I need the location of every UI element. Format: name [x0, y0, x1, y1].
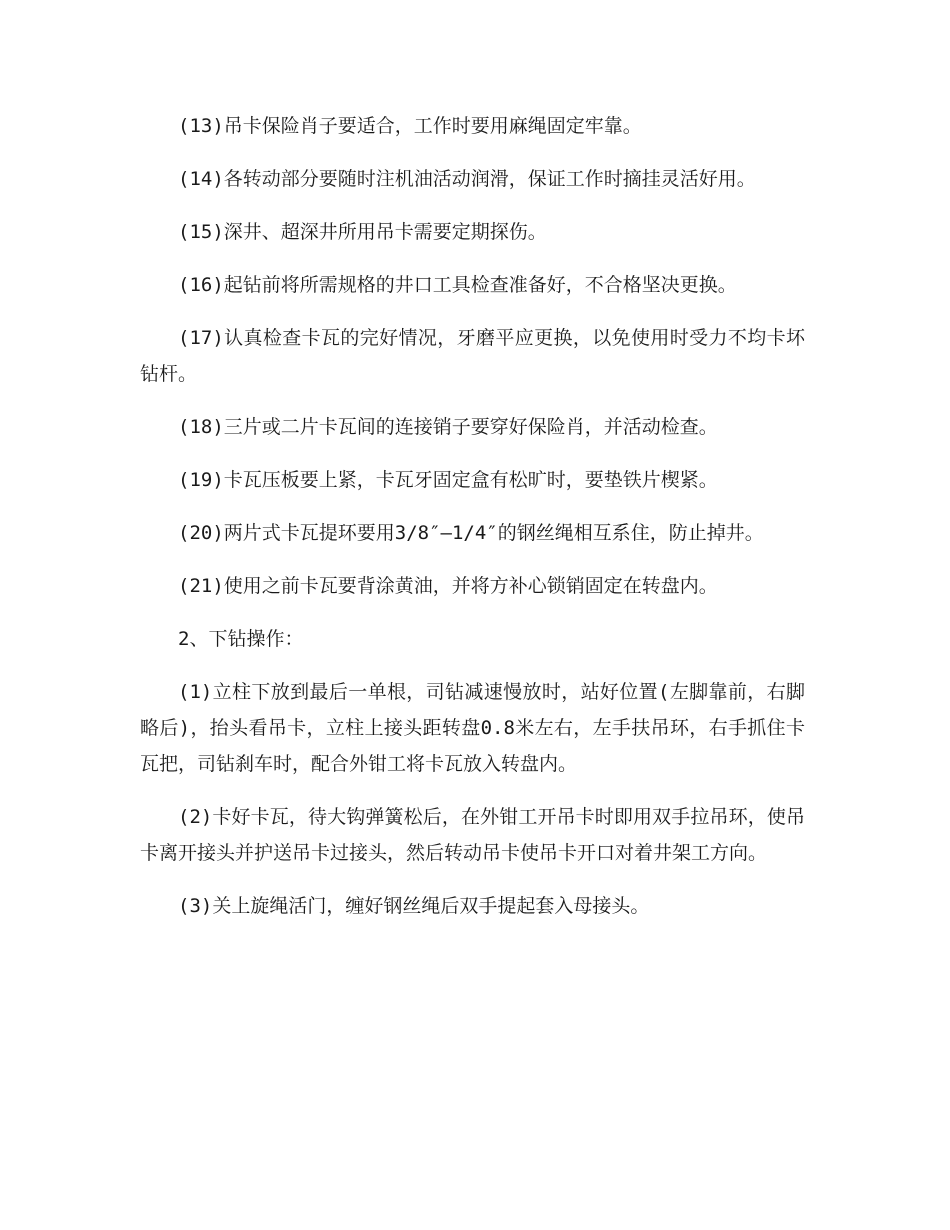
paragraph-item-19: (19)卡瓦压板要上紧，卡瓦牙固定盒有松旷时，要垫铁片楔紧。	[178, 469, 718, 491]
paragraph-item-14: (14)各转动部分要随时注机油活动润滑，保证工作时摘挂灵活好用。	[178, 168, 756, 190]
paragraph-item-17: (17)认真检查卡瓦的完好情况，牙磨平应更换，以免使用时受力不均卡坏钻杆。	[140, 327, 805, 385]
section-heading-downhole-operation: 2、下钻操作：	[178, 628, 304, 650]
paragraph-item-20: (20)两片式卡瓦提环要用3/8″—1/4″的钢丝绳相互系住，防止掉井。	[178, 522, 764, 544]
paragraph-item-18: (18)三片或二片卡瓦间的连接销子要穿好保险肖，并活动检查。	[178, 416, 718, 438]
paragraph-item-13: (13)吊卡保险肖子要适合，工作时要用麻绳固定牢靠。	[178, 115, 642, 137]
paragraph-step-2: (2)卡好卡瓦，待大钩弹簧松后，在外钳工开吊卡时即用双手拉吊环，使吊卡离开接头并护送吊卡过接头，然后转动吊卡使吊卡开口对着井架工方向。	[140, 806, 805, 864]
paragraph-item-15: (15)深井、超深井所用吊卡需要定期探伤。	[178, 221, 547, 243]
paragraph-step-1: (1)立柱下放到最后一单根，司钻减速慢放时，站好位置(左脚靠前，右脚略后)，抬头看吊卡，立柱上接头距转盘0.8米左右，左手扶吊环，右手抓住卡瓦把，司钻刹车时，配合外钳工将卡瓦放入转盘内。	[140, 681, 805, 775]
paragraph-step-3: (3)关上旋绳活门，缠好钢丝绳后双手提起套入母接头。	[178, 895, 650, 917]
document-body	[140, 108, 805, 941]
paragraph-item-21: (21)使用之前卡瓦要背涂黄油，并将方补心锁销固定在转盘内。	[178, 575, 718, 597]
paragraph-item-16: (16)起钻前将所需规格的井口工具检查准备好，不合格坚决更换。	[178, 274, 737, 296]
